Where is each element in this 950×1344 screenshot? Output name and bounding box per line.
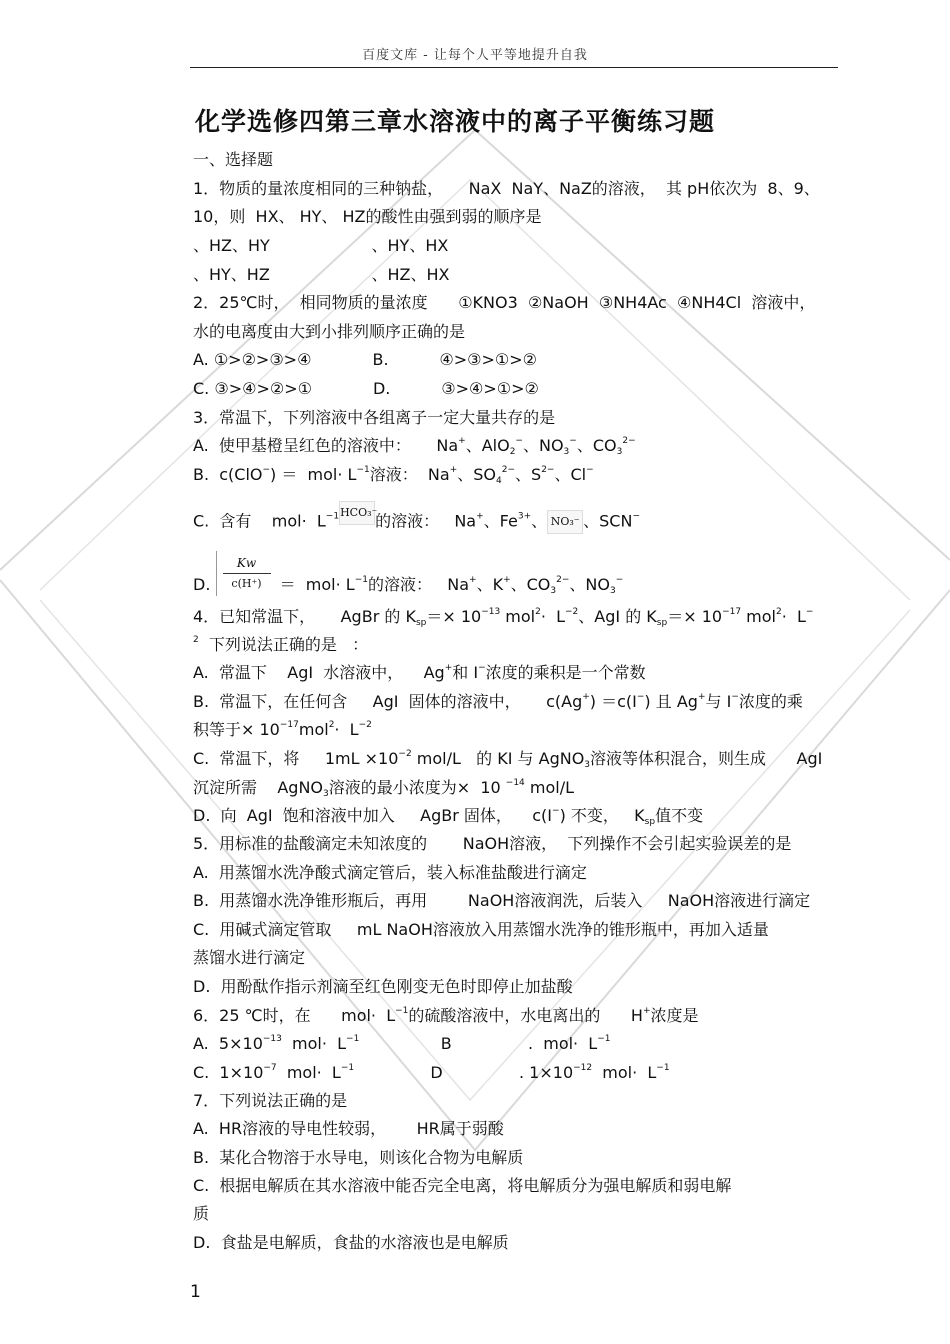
document-title: 化学选修四第三章水溶液中的离子平衡练习题: [194, 107, 715, 136]
q3-stem: 3．常温下，下列溶液中各组离子一定大量共存的是: [193, 408, 556, 427]
q4-option-c-cont: 沉淀所需 AgNO$_3$溶液的最小浓度为× 10 $^{-14}$ mol/L: [193, 778, 574, 799]
kw-fraction-image: $\frac{Kw}{c(H^+)}$: [216, 551, 275, 596]
q3-option-b: B. $c(ClO^-) = mol\cdot L^{-1}$溶液： Na+、$SO_4^{2-}$、$S^{2-}$、Cl−: [193, 465, 594, 486]
q1-options-ab: 、HZ、HY 、HY、HX: [193, 236, 449, 255]
header-rule: [190, 67, 838, 68]
page-number: 1: [190, 1282, 201, 1302]
page-header: 百度文库 - 让每个人平等地提升自我: [362, 48, 588, 63]
q3-option-a: A. 使甲基橙呈红色的溶液中： Na+、AlO$_2$−、$NO_3^-$、$CO_3^{2-}$: [193, 436, 636, 457]
q4-option-b-cont: 积等于× $10^{-17}mol^2\cdot L^{-2}$: [193, 720, 372, 739]
q2-options-ab: A. ①>②>③>④ B. ④>③>①>②: [193, 350, 537, 369]
q7-stem: 7．下列说法正确的是: [193, 1091, 348, 1110]
q5-option-a: A. 用蒸馏水洗净酸式滴定管后，装入标准盐酸进行滴定: [193, 863, 587, 882]
q1-options-cd: 、HY、HZ 、HZ、HX: [193, 265, 450, 284]
q4-option-c: C. 常温下，将 $1mL \times 10^{-2}$ mol/L 的 KI 与 AgNO$_3$溶液等体积混合，则生成 AgI: [193, 749, 823, 770]
q2-options-cd: C. ③>④>②>① D. ③>④>①>②: [193, 379, 539, 398]
q5-option-c: C. 用碱式滴定管取 mL NaOH溶液放入用蒸馏水洗净的锥形瓶中，再加入适量: [193, 920, 769, 939]
q5-option-d: D. 用酚酞作指示剂滴至红色刚变无色时即停止加盐酸: [193, 977, 573, 996]
q4-option-b: B. 常温下，在任何含 AgI 固体的溶液中， c(Ag+) ＝c(I−) 且 Ag+与 I−浓度的乘: [193, 692, 803, 711]
q5-option-b: B. 用蒸馏水洗净锥形瓶后，再用 NaOH溶液润洗，后装入 NaOH溶液进行滴定: [193, 891, 811, 910]
q4-option-a: A. 常温下 AgI 水溶液中， Ag+和 I−浓度的乘积是一个常数: [193, 663, 646, 682]
q2-stem-cont: 水的电离度由大到小排列顺序正确的是: [193, 322, 466, 341]
q7-option-c: C. 根据电解质在其水溶液中能否完全电离，将电解质分为强电解质和弱电解: [193, 1176, 732, 1195]
q6-stem: 6．25 ℃时，在 $mol\cdot L^{-1}$的硫酸溶液中，水电离出的 H+浓度是: [193, 1006, 699, 1025]
q4-option-d: D. 向 AgI 饱和溶液中加入 AgBr 固体， c(I−) 不变， $K_{sp}$值不变: [193, 806, 704, 827]
q4-stem: 4．已知常温下， AgBr 的 $K_{sp}=\times 10^{-13}$ $mol^2\cdot L^{-2}$、AgI 的 $K_{sp}=\times 10^{-17}$ mol$^2$· L−: [193, 607, 814, 628]
q6-options-cd: C. $1\times 10^{-7}$ $mol\cdot L^{-1}$ D . $1\times 10^{-12}$ $mol\cdot L^{-1}$: [193, 1063, 670, 1082]
hco3-formula-image: HCO₃⁻: [339, 501, 375, 525]
q7-option-c-cont: 质: [193, 1204, 210, 1223]
q3-option-c: C. 含有 $mol\cdot L^{-1}HCO_3^-$的溶液： Na+、$Fe^{3+}$、 NO₃⁻ 、SCN−: [193, 510, 640, 534]
q5-stem: 5．用标准的盐酸滴定未知浓度的 NaOH溶液， 下列操作不会引起实验误差的是: [193, 834, 792, 853]
q7-option-b: B. 某化合物溶于水导电，则该化合物为电解质: [193, 1148, 524, 1167]
q7-option-a: A. HR溶液的导电性较弱， HR属于弱酸: [193, 1119, 504, 1138]
q1-stem: 1．物质的量浓度相同的三种钠盐， NaX NaY、NaZ的溶液， 其 pH依次为 8、9、: [193, 179, 820, 198]
q7-option-d: D. 食盐是电解质，食盐的水溶液也是电解质: [193, 1233, 509, 1252]
q1-stem-cont: 10，则 HX、 HY、 HZ的酸性由强到弱的顺序是: [193, 207, 542, 226]
q4-stem-cont: $^2$ 下列说法正确的是 ：: [193, 635, 369, 654]
no3-formula-image: NO₃⁻: [547, 510, 583, 534]
q3-option-d: D. $\frac{Kw}{c(H^+)}$ ＝ $mol\cdot L^{-1}$的溶液： Na+、K+、$CO_3^{2-}$、$NO_3^-$: [193, 575, 623, 596]
q2-stem: 2．25℃时， 相同物质的量浓度 ①KNO3 ②NaOH ③NH4Ac ④NH4Cl 溶液中，: [193, 293, 816, 312]
section-heading: 一、选择题: [193, 150, 274, 169]
q5-option-c-cont: 蒸馏水进行滴定: [193, 948, 306, 967]
q6-options-ab: A. $5\times 10^{-13}$ $mol\cdot L^{-1}$ B . $mol\cdot L^{-1}$: [193, 1034, 611, 1053]
